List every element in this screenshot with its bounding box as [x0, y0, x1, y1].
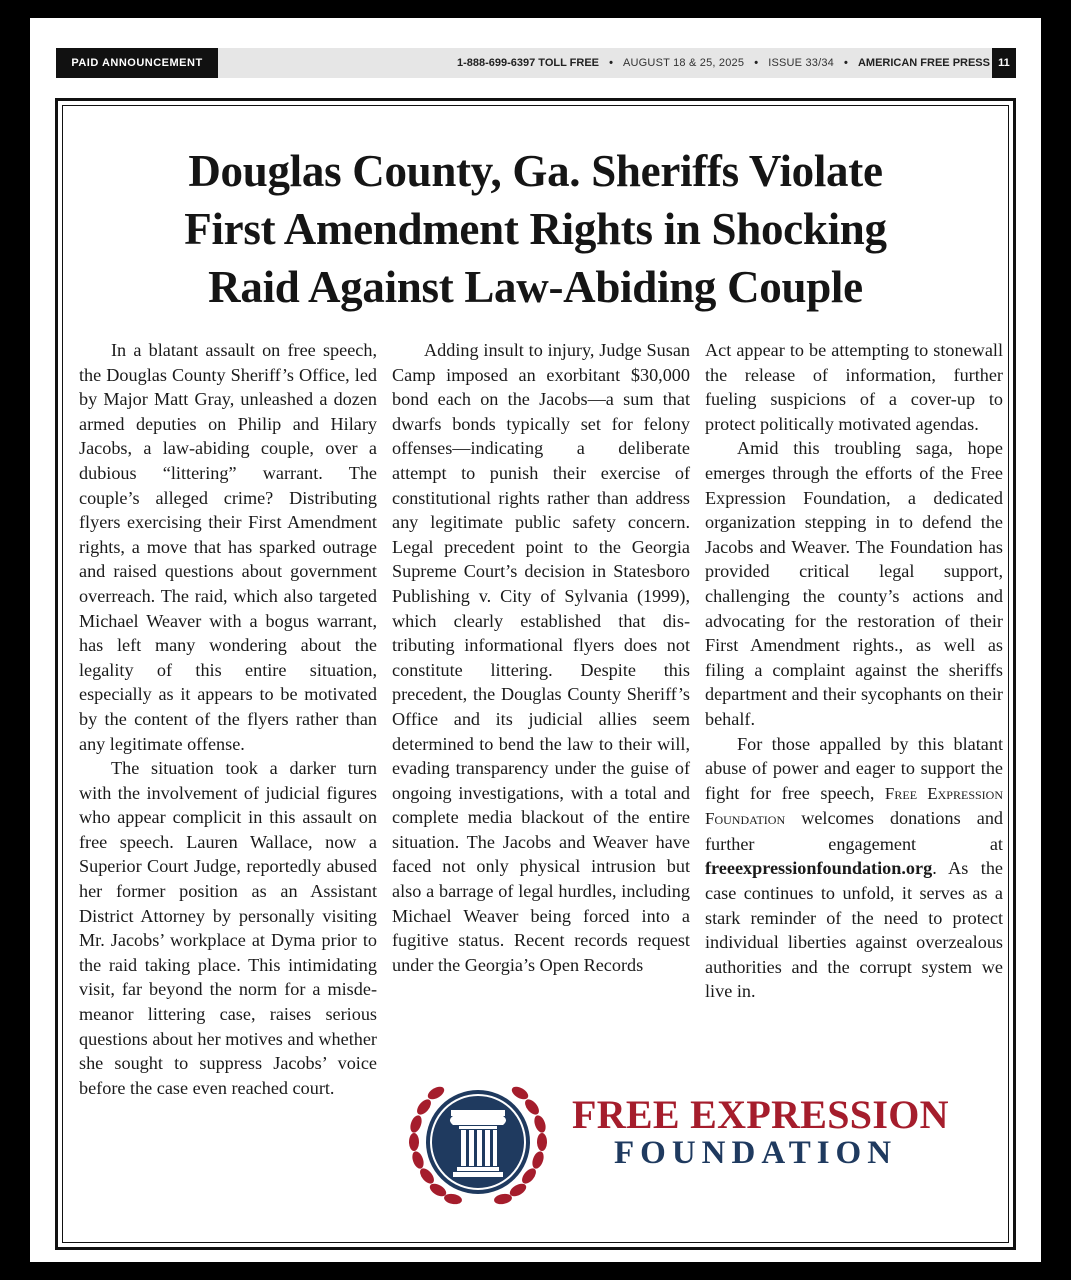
paragraph: Act appear to be attempting to stonewall the release of information, further fueling suspicions of a cover-up to protect politically motivated agendas.	[705, 340, 1003, 434]
headline-line: First Amendment Rights in Shocking	[184, 204, 887, 254]
foundation-website-link[interactable]: freeexpressionfoundation.org	[705, 858, 933, 879]
paragraph: Adding insult to injury, Judge Susan Camp imposed an exorbitant $30,000 bond each on the Jacobs—a sum that dwarfs bonds typically set for felony offenses—indicating a deliberate attempt to punish their exercise of constitutional rights rather than address any legitimate public safety concern. Legal precedent point to the Georgia Supreme Court’s decision in Statesboro Publishing v. City of Sylvania (1999), which clearly established that distributing informational flyers does not constitute littering. Despite this precedent, the Douglas County Sheriff’s Office and its judicial allies seem determined to bend the law to their will, evading transparency under the guise of ongoing investigations, with a total and complete media blackout of the entire situation. The Jacobs and Weaver have faced not only physical intrusion but also a barrage of legal hurdles, including Michael Weaver being forced into a fugitive status. Recent records request under the Georgia’s Open Records	[392, 340, 690, 975]
headline-line: Douglas County, Ga. Sheriffs Violate	[188, 146, 883, 196]
logo-subtitle: FOUNDATION	[614, 1135, 898, 1171]
closing-paragraph	[705, 732, 1003, 1005]
article-column-3	[705, 338, 1003, 1004]
closing-text: For those appalled by this blatant abuse of power and eager to support the fight for free speech,	[705, 733, 1003, 803]
newspaper-page	[30, 18, 1041, 1262]
issue-date: AUGUST 18 & 25, 2025	[623, 57, 745, 69]
paragraph: Amid this troubling saga, hope emerges through the efforts of the Free Expression Foundation, a dedicated organization stepping in to defend the Jacobs and Weaver. The Foundation has provided critical legal support, challenging the county’s actions and advocating for the restoration of their First Amendment rights., as well as filing a complaint against the sheriffs department and their sycophants on their behalf.	[705, 438, 1003, 729]
page-header-bar	[56, 48, 1016, 78]
announcement-box	[55, 98, 1016, 1250]
bullet-separator: •	[754, 57, 759, 69]
closing-text: . As the case continues to unfold, it serves as a stark reminder of the need to protect individual liberties against overzealous authorities and the corrupt system we live in.	[705, 858, 1003, 1002]
paid-announcement-label: PAID ANNOUNCEMENT	[56, 48, 218, 78]
article-column-1	[79, 338, 377, 1100]
paragraph: In a blatant assault on free speech, the Douglas County Sheriff’s Office, led by Major Matt Gray, unleashed a dozen armed deputies on Philip and Hilary Jacobs, a law-abiding couple, over a dubious “littering” warrant. The couple’s alleged crime? Distributing flyers exercising their First Amendment rights, a move that has sparked outrage and raised questions about government overreach. The raid, which also targeted Michael Weaver with a bogus warrant, has left many wondering about the legality of this entire situation, especially as it appears to be motivated by the content of the flyers rather than any legitimate offense.	[79, 340, 377, 754]
column-laurel-emblem-icon	[403, 1066, 553, 1216]
closing-text: welcomes donations and further engagement at	[705, 808, 1004, 854]
issue-number: ISSUE 33/34	[768, 57, 834, 69]
toll-free-phone: 1-888-699-6397 TOLL FREE	[456, 57, 600, 69]
article-column-2	[392, 338, 690, 977]
paragraph: The situation took a darker turn with the involvement of judicial figures who appear complicit in this assault on free speech. Lauren Wallace, now a Superior Court Judge, reportedly abused her former position as an Assistant District Attorney by personally visiting Mr. Jacobs’ workplace at Dyma prior to the raid taking place. This intimidating visit, far beyond the norm for a misdemeanor littering case, raises serious questions about her motives and whether she sought to suppress Jacobs’ voice before the case even reached court.	[79, 758, 377, 1098]
page-number: 11	[992, 48, 1016, 78]
organization-name: Free Expression Foundation	[705, 783, 1003, 829]
header-meta	[457, 48, 990, 78]
logo-title: FREE EXPRESSION	[572, 1092, 949, 1137]
foundation-logo	[403, 1066, 963, 1216]
bullet-separator: •	[609, 57, 613, 69]
publication-name: AMERICAN FREE PRESS	[857, 57, 990, 69]
bullet-separator: •	[844, 57, 848, 69]
headline-line: Raid Against Law-Abiding Couple	[208, 262, 863, 312]
announcement-inner-border	[62, 105, 1009, 1243]
headline	[63, 142, 1008, 316]
